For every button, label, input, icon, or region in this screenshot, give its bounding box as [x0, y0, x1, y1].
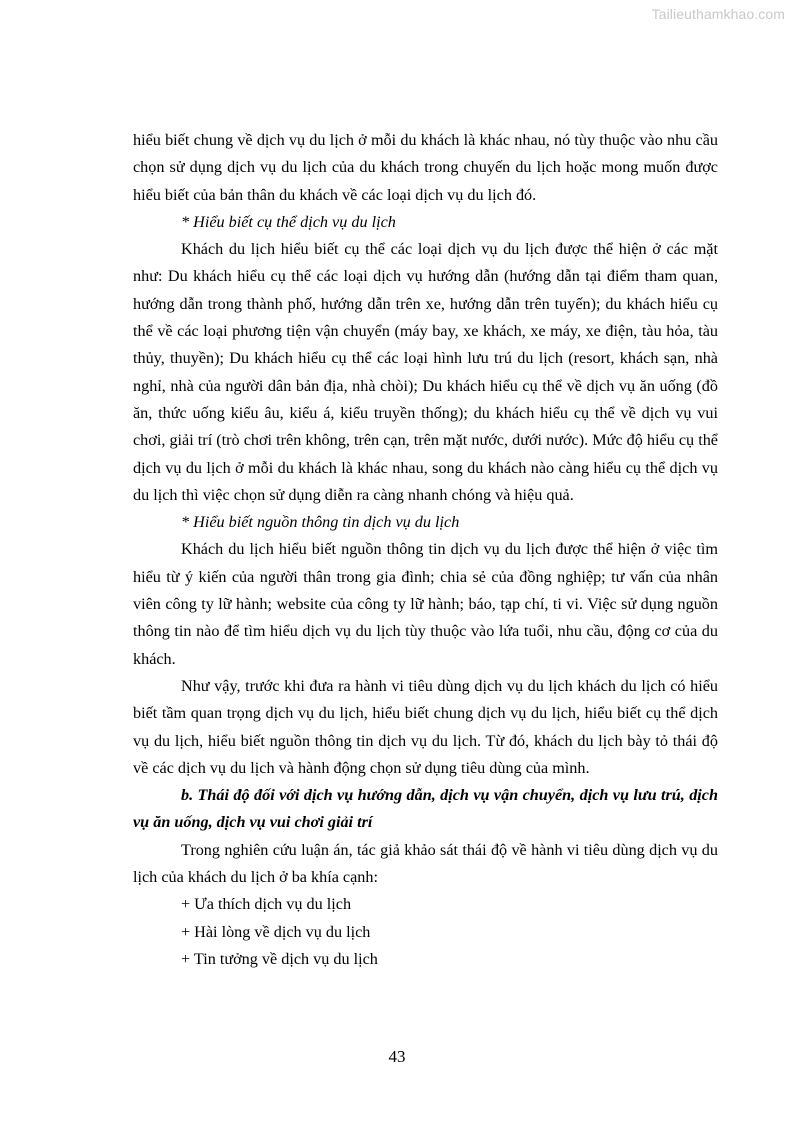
- page-number: 43: [388, 1047, 406, 1066]
- paragraph-summary: Như vậy, trước khi đưa ra hành vi tiêu dùng dịch vụ du lịch khách du lịch có hiểu biết tầm quan trọng dịch vụ du lịch, hiểu biết chung dịch vụ du lịch, hiểu biết cụ thể dịch vụ du lịch, hiểu biết nguồn thông tin dịch vụ du lịch. Từ đó, khách du lịch bày tỏ thái độ về các dịch vụ du lịch và hành động chọn sử dụng tiêu dùng của mình.: [133, 676, 718, 777]
- list-item: + Hài lòng về dịch vụ du lịch: [181, 922, 371, 941]
- page-body: [133, 127, 718, 973]
- paragraph-information-sources: Khách du lịch hiểu biết nguồn thông tin dịch vụ du lịch được thể hiện ở việc tìm hiểu từ ý kiến của người thân trong gia đình; chia sẻ của đồng nghiệp; tư vấn của nhân viên công ty lữ hành; website của công ty lữ hành; báo, tạp chí, ti vi. Việc sử dụng nguồn thông tin nào để tìm hiểu dịch vụ du lịch tùy thuộc vào lứa tuổi, nhu cầu, động cơ của du khách.: [133, 540, 718, 668]
- section-heading-b: b. Thái độ đối với dịch vụ hướng dẫn, dịch vụ vận chuyển, dịch vụ lưu trú, dịch vụ ăn uống, dịch vụ vui chơi giải trí: [133, 786, 718, 832]
- paragraph-specific-knowledge: Khách du lịch hiểu biết cụ thể các loại dịch vụ du lịch được thể hiện ở các mặt như: Du khách hiểu cụ thể các loại dịch vụ hướng dẫn (hướng dẫn tại điểm tham quan, hướng dẫn trong thành phố, hướng dẫn trên xe, hướng dẫn trên tuyến); du khách hiểu cụ thể về các loại phương tiện vận chuyển (máy bay, xe khách, xe máy, xe điện, tàu hỏa, tàu thủy, thuyền); Du khách hiểu cụ thể các loại hình lưu trú du lịch (resort, khách sạn, nhà nghỉ, nhà của người dân bản địa, nhà chòi); Du khách hiểu cụ thể về dịch vụ ăn uống (đồ ăn, thức uống kiểu âu, kiểu á, kiểu truyền thống); du khách hiểu cụ thể về dịch vụ vui chơi, giải trí (trò chơi trên không, trên cạn, trên mặt nước, dưới nước). Mức độ hiểu cụ thể dịch vụ du lịch ở mỗi du khách là khác nhau, song du khách nào càng hiểu cụ thể dịch vụ du lịch thì việc chọn sử dụng diễn ra càng nhanh chóng và hiệu quả.: [133, 240, 718, 504]
- paragraph-continuation: hiểu biết chung về dịch vụ du lịch ở mỗi du khách là khác nhau, nó tùy thuộc vào nhu cầu chọn sử dụng dịch vụ du lịch của du khách trong chuyến du lịch hoặc mong muốn được hiểu biết của bản thân du khách về các loại dịch vụ du lịch đó.: [133, 131, 718, 204]
- list-item: + Ưa thích dịch vụ du lịch: [181, 895, 352, 914]
- list-item: + Tin tưởng về dịch vụ du lịch: [181, 949, 378, 968]
- subheading-information-sources: * Hiểu biết nguồn thông tin dịch vụ du lịch: [181, 513, 460, 532]
- paragraph-survey-intro: Trong nghiên cứu luận án, tác giả khảo sát thái độ về hành vi tiêu dùng dịch vụ du lịch của khách du lịch ở ba khía cạnh:: [133, 840, 718, 887]
- subheading-specific-knowledge: * Hiểu biết cụ thể dịch vụ du lịch: [181, 212, 396, 231]
- watermark: Tailieuthamkhao.com: [651, 6, 785, 22]
